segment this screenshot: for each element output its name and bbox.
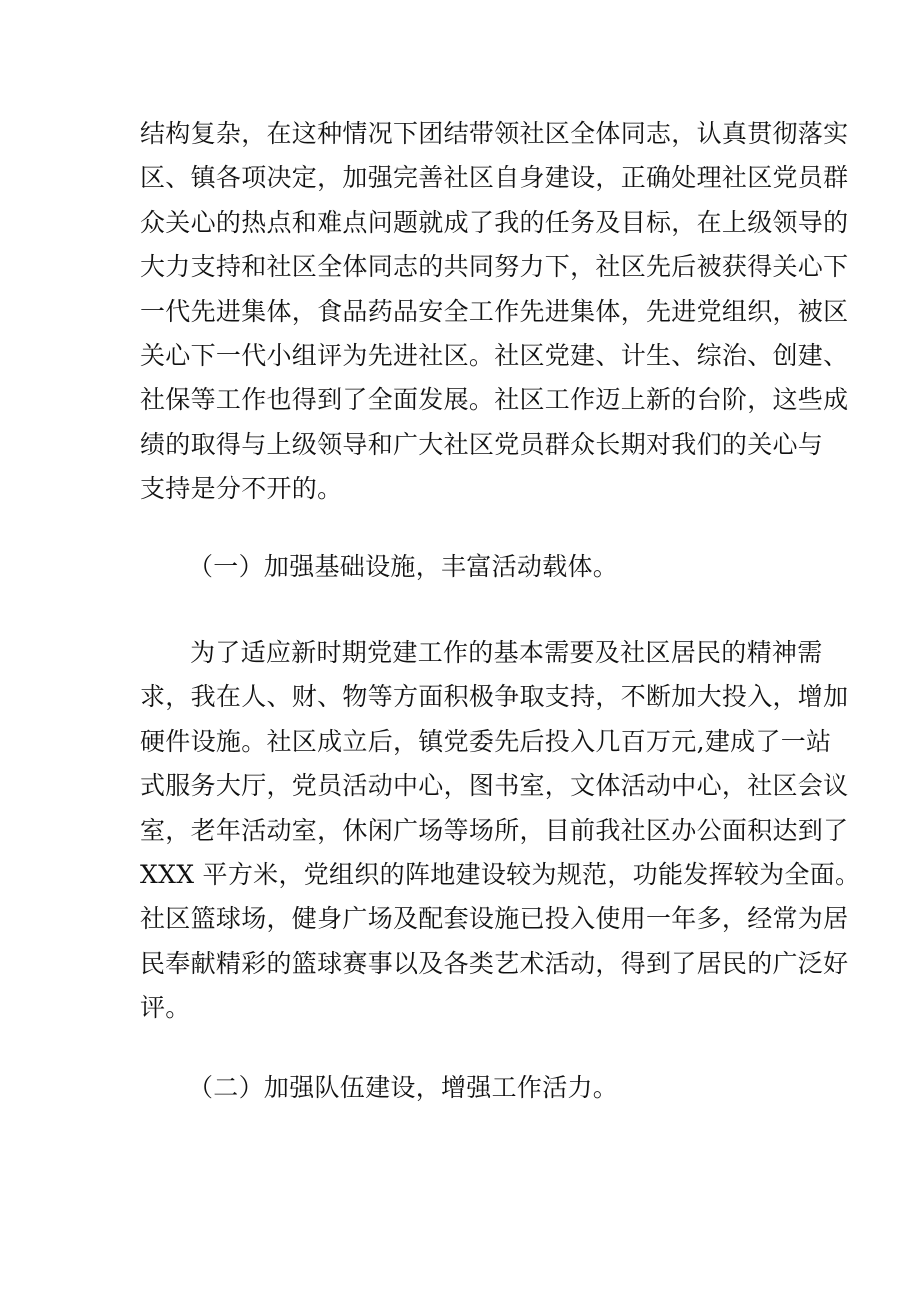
paragraph-line: 社区篮球场，健身广场及配套设施已投入使用一年多，经常为居 [140,904,849,934]
paragraph-line: 结构复杂，在这种情况下团结带领社区全体同志，认真贯彻落实 [140,119,849,148]
paragraph-line: 民奉献精彩的篮球赛事以及各类艺术活动，得到了居民的广泛好 [140,948,849,978]
paragraph-1 [140,112,849,512]
paragraph-line: 室，老年活动室，休闲广场等场所，目前我社区办公面积达到了 [140,815,849,845]
paragraph-line: XXX 平方米，党组织的阵地建设较为规范，功能发挥较为全面。 [140,859,861,889]
paragraph-line: 式服务大厅，党员活动中心，图书室，文体活动中心，社区会议 [140,771,849,801]
paragraph-line: 一代先进集体，食品药品安全工作先进集体，先进党组织，被区 [140,296,849,326]
paragraph-line: 硬件设施。社区成立后，镇党委先后投入几百万元,建成了一站 [140,726,832,756]
paragraph-line: 评。 [140,993,191,1023]
paragraph-2 [140,631,861,1031]
paragraph-line: 关心下一代小组评为先进社区。社区党建、计生、综治、创建、 [140,340,849,370]
paragraph-line: 绩的取得与上级领导和广大社区党员群众长期对我们的关心与 [140,429,824,459]
paragraph-line: 求，我在人、财、物等方面积极争取支持，不断加大投入，增加 [140,682,849,712]
section-heading-1 [188,545,788,589]
paragraph-line: 支持是分不开的。 [140,474,343,504]
paragraph-line: 大力支持和社区全体同志的共同努力下，社区先后被获得关心下 [140,252,849,282]
section-heading-text: （二）加强队伍建设，增强工作活力。 [188,1073,619,1102]
paragraph-line: 区、镇各项决定，加强完善社区自身建设，正确处理社区党员群 [140,163,849,193]
paragraph-line: 社保等工作也得到了全面发展。社区工作迈上新的台阶，这些成 [140,385,849,415]
section-heading-2 [188,1066,788,1110]
paragraph-line: 众关心的热点和难点问题就成了我的任务及目标，在上级领导的 [140,207,849,237]
paragraph-line: 为了适应新时期党建工作的基本需要及社区居民的精神需 [190,638,823,667]
section-heading-text: （一）加强基础设施，丰富活动载体。 [188,552,619,581]
